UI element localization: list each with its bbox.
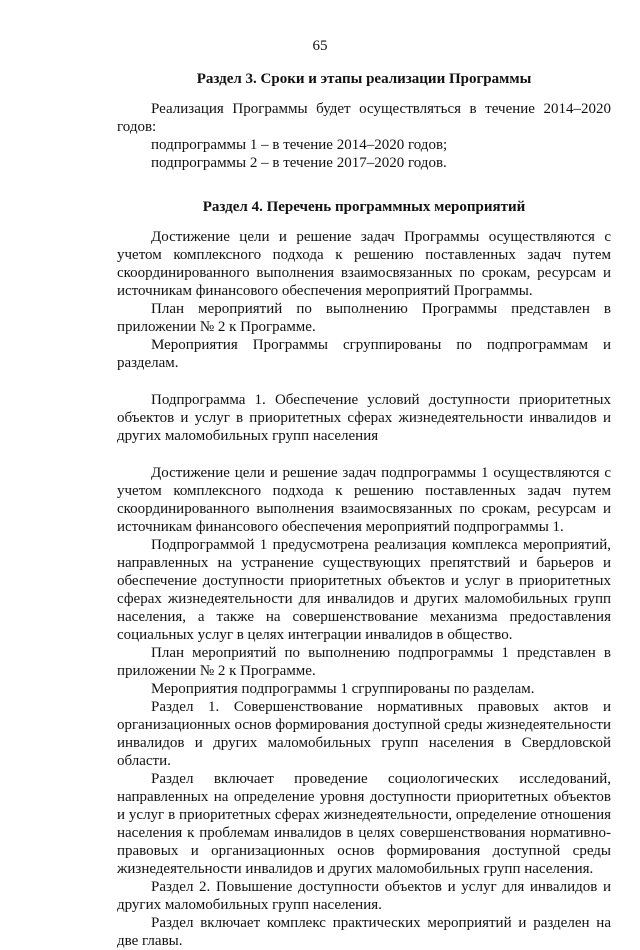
page-content — [117, 70, 611, 950]
section4-body — [117, 228, 611, 372]
section4-paragraph: Достижение цели и решение задач Программы осуществляются с учетом комплексного подхода к решению поставленных задач путем скоординированного выполнения взаимосвязанных по срокам, ресурсам и источникам финансового обеспечения мероприятий Программы. — [117, 229, 611, 299]
subprogram1-paragraph: План мероприятий по выполнению подпрограммы 1 представлен в приложении № 2 к Программе. — [117, 645, 611, 679]
subprogram1-paragraph: Раздел 2. Повышение доступности объектов и услуг для инвалидов и других маломобильных групп населения. — [117, 879, 611, 913]
subprogram1-paragraph: Мероприятия подпрограммы 1 сгруппированы по разделам. — [151, 681, 535, 697]
section3-title: Раздел 3. Сроки и этапы реализации Программы — [196, 71, 532, 87]
subprogram1-paragraph: Раздел включает проведение социологических исследований, направленных на определение уровня доступности приоритетных объектов и услуг в приоритетных сферах жизнедеятельности, определение отношения населения к проблемам инвалидов в целях совершенствования нормативно-правовых и организационных основ формирования доступной среды жизнедеятельности инвалидов и других маломобильных групп населения. — [117, 771, 611, 877]
section3-line: Реализация Программы будет осуществляться в течение 2014–2020 годов: — [117, 101, 611, 135]
subprogram1-paragraph: Достижение цели и решение задач подпрограммы 1 осуществляются с учетом комплексного подхода к решению поставленных задач путем скоординированного выполнения взаимосвязанных по срокам, ресурсам и источникам финансового обеспечения мероприятий подпрограммы 1. — [117, 465, 611, 535]
subprogram1-title: Подпрограмма 1. Обеспечение условий доступности приоритетных объектов и услуг в приоритетных сферах жизнедеятельности инвалидов и других маломобильных групп населения — [117, 392, 611, 444]
subprogram1-paragraph: Подпрограммой 1 предусмотрена реализация комплекса мероприятий, направленных на устранение существующих препятствий и барьеров и обеспечение доступности приоритетных объектов и услуг в приоритетных сферах жизнедеятельности для инвалидов и других маломобильных групп населения, а также на совершенствование механизма предоставления социальных услуг в целях интеграции инвалидов в общество. — [117, 537, 611, 643]
section4-paragraph: План мероприятий по выполнению Программы представлен в приложении № 2 к Программе. — [117, 301, 611, 335]
subprogram1-paragraph: Раздел 1. Совершенствование нормативных правовых актов и организационных основ формирования доступной среды жизнедеятельности инвалидов и других маломобильных групп населения в Свердловской области. — [117, 699, 611, 769]
section3-body — [117, 100, 611, 172]
page-number: 65 — [312, 38, 328, 54]
section3-line: подпрограммы 2 – в течение 2017–2020 годов. — [151, 155, 447, 171]
subprogram1-paragraph: Раздел включает комплекс практических мероприятий и разделен на две главы. — [117, 915, 611, 949]
section4-paragraph: Мероприятия Программы сгруппированы по подпрограммам и разделам. — [117, 337, 611, 371]
section3-line: подпрограммы 1 – в течение 2014–2020 годов; — [151, 137, 448, 153]
section4-title: Раздел 4. Перечень программных мероприятий — [202, 199, 526, 215]
subprogram1-body — [117, 464, 611, 950]
